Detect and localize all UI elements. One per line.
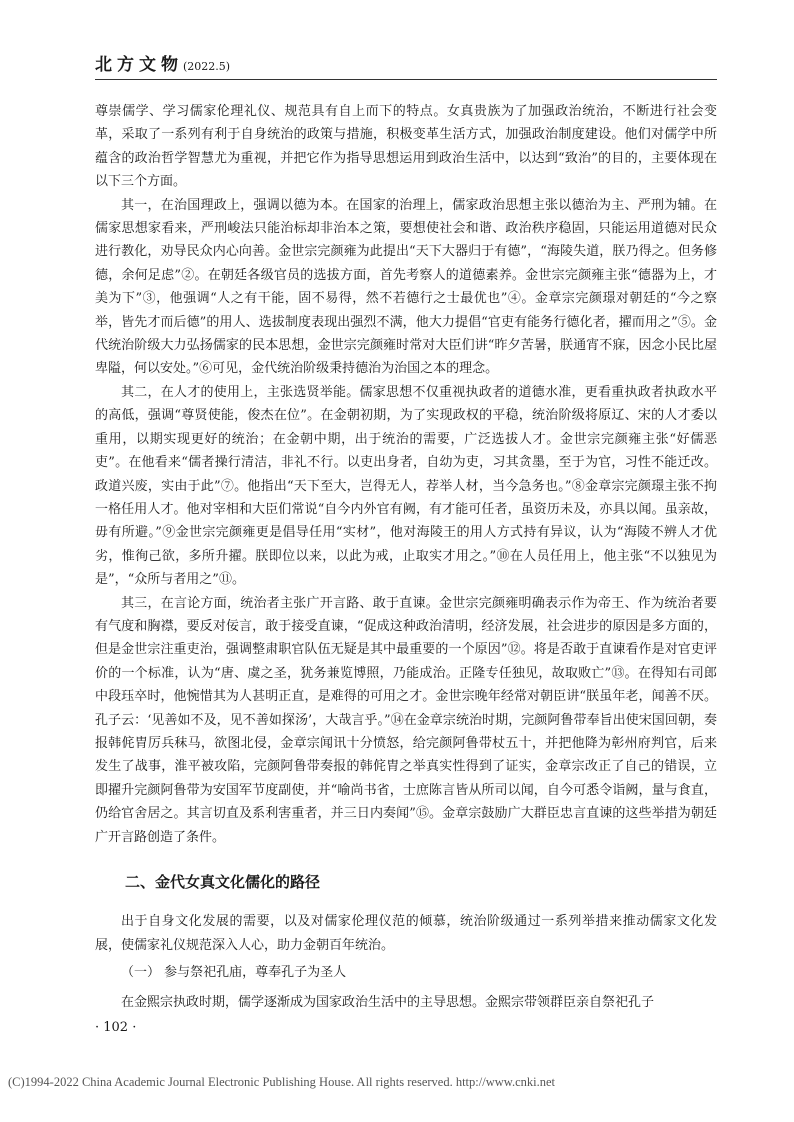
paragraph: 其二，在人才的使用上，主张选贤举能。儒家思想不仅重视执政者的道德水准，更看重执政者执政水平的高低，强调“尊贤使能，俊杰在位”。在金朝初期，为了实现政权的平稳，统治阶级将原辽、宋的人才委以重用，以期实现更好的统治；在金朝中期，出于统治的需要，广泛选拔人才。金世宗完颜雍主张“好儒恶吏”。在他看来“儒者操行清洁，非礼不行。以吏出身者，自幼为吏，习其贪墨，至于为官，习性不能迁改。政道兴废，实由于此”⑦。他指出“天下至大，岂得无人，荐举人材，当今急务也。”⑧金章宗完颜璟主张不拘一格任用人才。他对宰相和大臣们常说“自今内外官有阙，有才能可任者，虽资历未及，亦具以闻。虽亲故，毋有所避。”⑨金世宗完颜雍更是倡导任用“实材”，他对海陵王的用人方式持有异议，认为“海陵不辨人才优劣，惟徇己欲，多所升擢。朕即位以来，以此为戒，止取实才用之。”⑩在人员任用上，他主张“不以独见为是”，“众所与者用之”⑪。 (95, 384, 717, 588)
paragraph: 尊崇儒学、学习儒家伦理礼仪、规范具有自上而下的特点。女真贵族为了加强政治统治，不断进行社会变革，采取了一系列有利于自身统治的政策与措施，积极变革生活方式，加强政治制度建设。他们对儒学中所蕴含的政治哲学智慧尤为重视，并把它作为指导思想运用到政治生活中，以达到“致治”的目的，主要体现在以下三个方面。 (95, 104, 717, 190)
journal-title: 北方文物(2022.5) (95, 55, 231, 75)
section-heading: 二、金代女真文化儒化的路径 (125, 873, 321, 891)
issue-label: (2022.5) (183, 60, 231, 73)
page-number: · 102 · (95, 1020, 137, 1035)
paragraph: 出于自身文化发展的需要，以及对儒家伦理仪范的倾慕，统治阶级通过一系列举措来推动儒家文化发展，使儒家礼仪规范深入人心，助力金朝百年统治。 (95, 914, 717, 953)
paragraph: 在金熙宗执政时期，儒学逐渐成为国家政治生活中的主导思想。金熙宗带领群臣亲自祭祀孔子 (121, 994, 655, 1010)
copyright-footer: (C)1994-2022 China Academic Journal Electronic Publishing House. All rights reserved. http://www.cnki.net (8, 1075, 556, 1089)
header-divider (95, 79, 717, 80)
subsection-heading: （一） 参与祭祀孔庙，尊奉孔子为圣人 (121, 965, 347, 981)
running-header (95, 50, 705, 80)
paragraph: 其一，在治国理政上，强调以德为本。在国家的治理上，儒家政治思想主张以德治为主、严刑为辅。在儒家思想家看来，严刑峻法只能治标却非治本之策，要想使社会和谐、政治秩序稳固，只能运用道德对民众进行教化，劝导民众内心向善。金世宗完颜雍为此提出“天下大器归于有德”，“海陵失道，朕乃得之。但务修德，余何足虑”②。在朝廷各级官员的选拔方面，首先考察人的道德素养。金世宗完颜雍主张“德器为上，才美为下”③，他强调“人之有干能，固不易得，然不若德行之士最优也”④。金章宗完颜璟对朝廷的“今之察举，皆先才而后德”的用人、选拔制度表现出强烈不满，他大力提倡“官吏有能务行德化者，擢而用之”⑤。金代统治阶级大力弘扬儒家的民本思想，金世宗完颜雍时常对大臣们讲“昨夕苦暑，朕通宵不寐，因念小民比屋卑隘，何以安处。”⑥可见，金代统治阶级秉持德治为治国之本的理念。 (95, 197, 717, 377)
paragraph: 其三，在言论方面，统治者主张广开言路、敢于直谏。金世宗完颜雍明确表示作为帝王、作为统治者要有气度和胸襟，要反对佞言，敢于接受直谏，“促成这种政治清明，经济发展，社会进步的原因是多方面的，但是金世宗注重吏治，强调整肃职官队伍无疑是其中最重要的一个原因”⑫。将是否敢于直谏看作是对官吏评价的一个标准，认为“唐、虞之圣，犹务兼览博照，乃能成治。正隆专任独见，故取败亡”⑬。在得知右司郎中段珏卒时，他惋惜其为人甚明正直，是难得的可用之才。金世宗晚年经常对朝臣讲“朕虽年老，闻善不厌。孔子云：‘见善如不及，见不善如探汤’，大哉言乎。”⑭在金章宗统治时期，完颜阿鲁带奉旨出使宋国回朝，奏报韩侂胄厉兵秣马，欲图北侵，金章宗闻讯十分愤怒，给完颜阿鲁带杖五十，并把他降为彰州府判官，后来发生了战事，淮平被攻陷，完颜阿鲁带奏报的韩侂胄之举真实性得到了证实，金章宗改正了自己的错误，立即擢升完颜阿鲁带为安国军节度副使，并“喻尚书省，士庶陈言皆从所司以闻，自今可悉令诣阙，量与食直，仍给官舍居之。其言切直及系利害重者，并三日内奏闻”⑮。金章宗鼓励广大群臣忠言直谏的这些举措为朝廷广开言路创造了条件。 (95, 595, 717, 845)
article-body (95, 100, 717, 1014)
